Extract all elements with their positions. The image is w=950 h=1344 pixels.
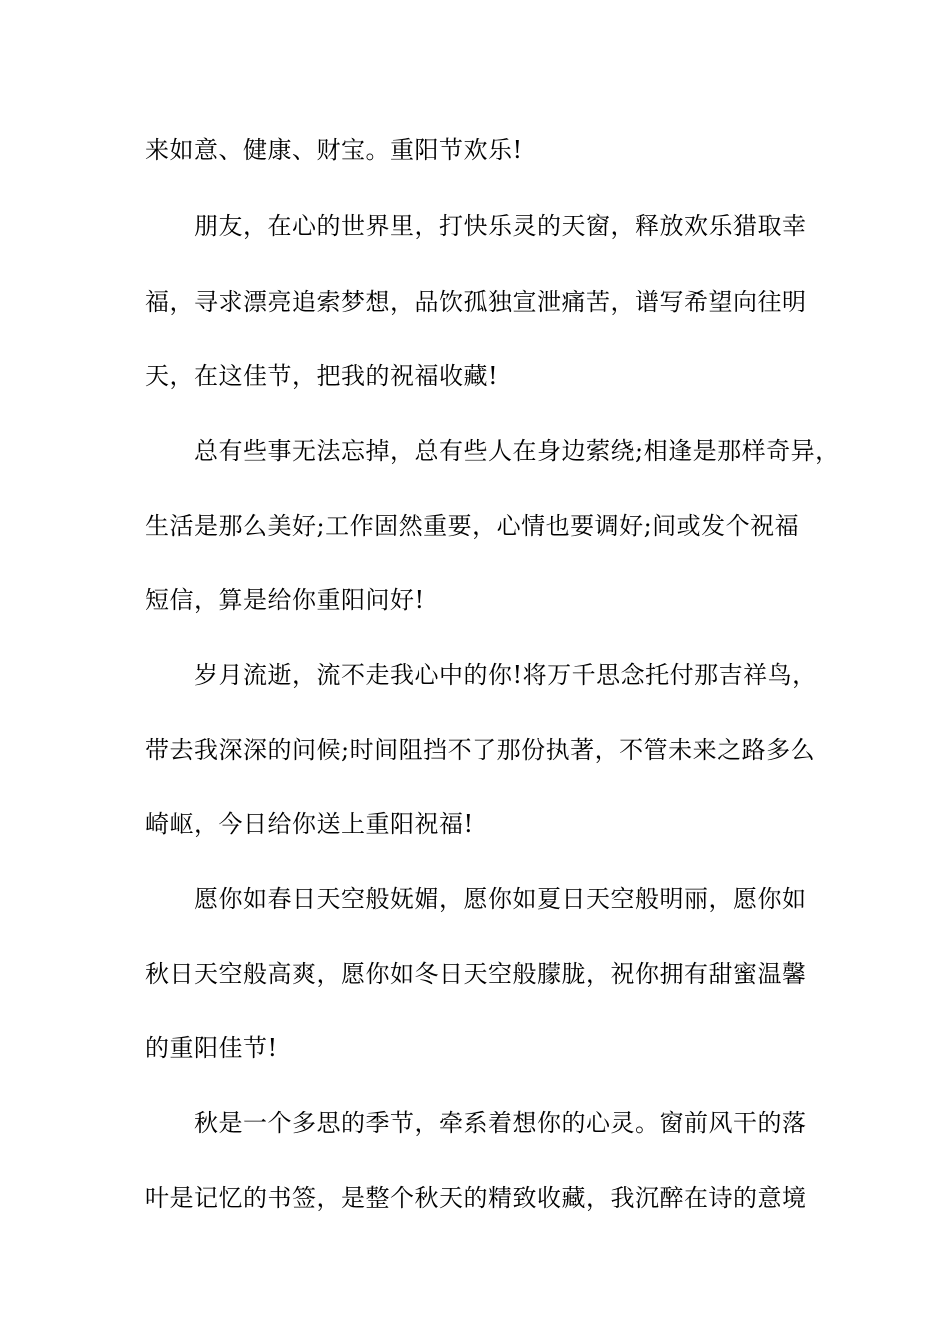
paragraph-first-line: 愿你如春日天空般妩媚，愿你如夏日天空般明丽，愿你如 [194,885,807,913]
text-line: 天，在这佳节，把我的祝福收藏! [145,362,499,390]
text-line: 来如意、健康、财宝。重阳节欢乐! [145,136,523,164]
text-line: 福，寻求漂亮追索梦想，品饮孤独宣泄痛苦，谱写希望向往明 [145,288,807,316]
text-line: 生活是那么美好;工作固然重要，心情也要调好;间或发个祝福 [145,512,800,540]
paragraph-first-line: 朋友，在心的世界里，打快乐灵的天窗，释放欢乐猎取幸 [194,212,807,240]
text-line: 叶是记忆的书签，是整个秋天的精致收藏，我沉醉在诗的意境 [145,1184,807,1212]
text-line: 带去我深深的问候;时间阻挡不了那份执著，不管未来之路多么 [145,736,816,764]
text-line: 短信，算是给你重阳问好! [145,586,425,614]
text-line: 秋日天空般高爽，愿你如冬日天空般朦胧，祝你拥有甜蜜温馨 [145,960,807,988]
paragraph-first-line: 秋是一个多思的季节，牵系着想你的心灵。窗前风干的落 [194,1109,807,1137]
paragraph-first-line: 岁月流逝，流不走我心中的你!将万千思念托付那吉祥鸟， [194,661,817,689]
text-line: 的重阳佳节! [145,1034,278,1062]
paragraph-first-line: 总有些事无法忘掉，总有些人在身边萦绕;相逢是那样奇异， [194,437,840,465]
text-line: 崎岖，今日给你送上重阳祝福! [145,810,474,838]
